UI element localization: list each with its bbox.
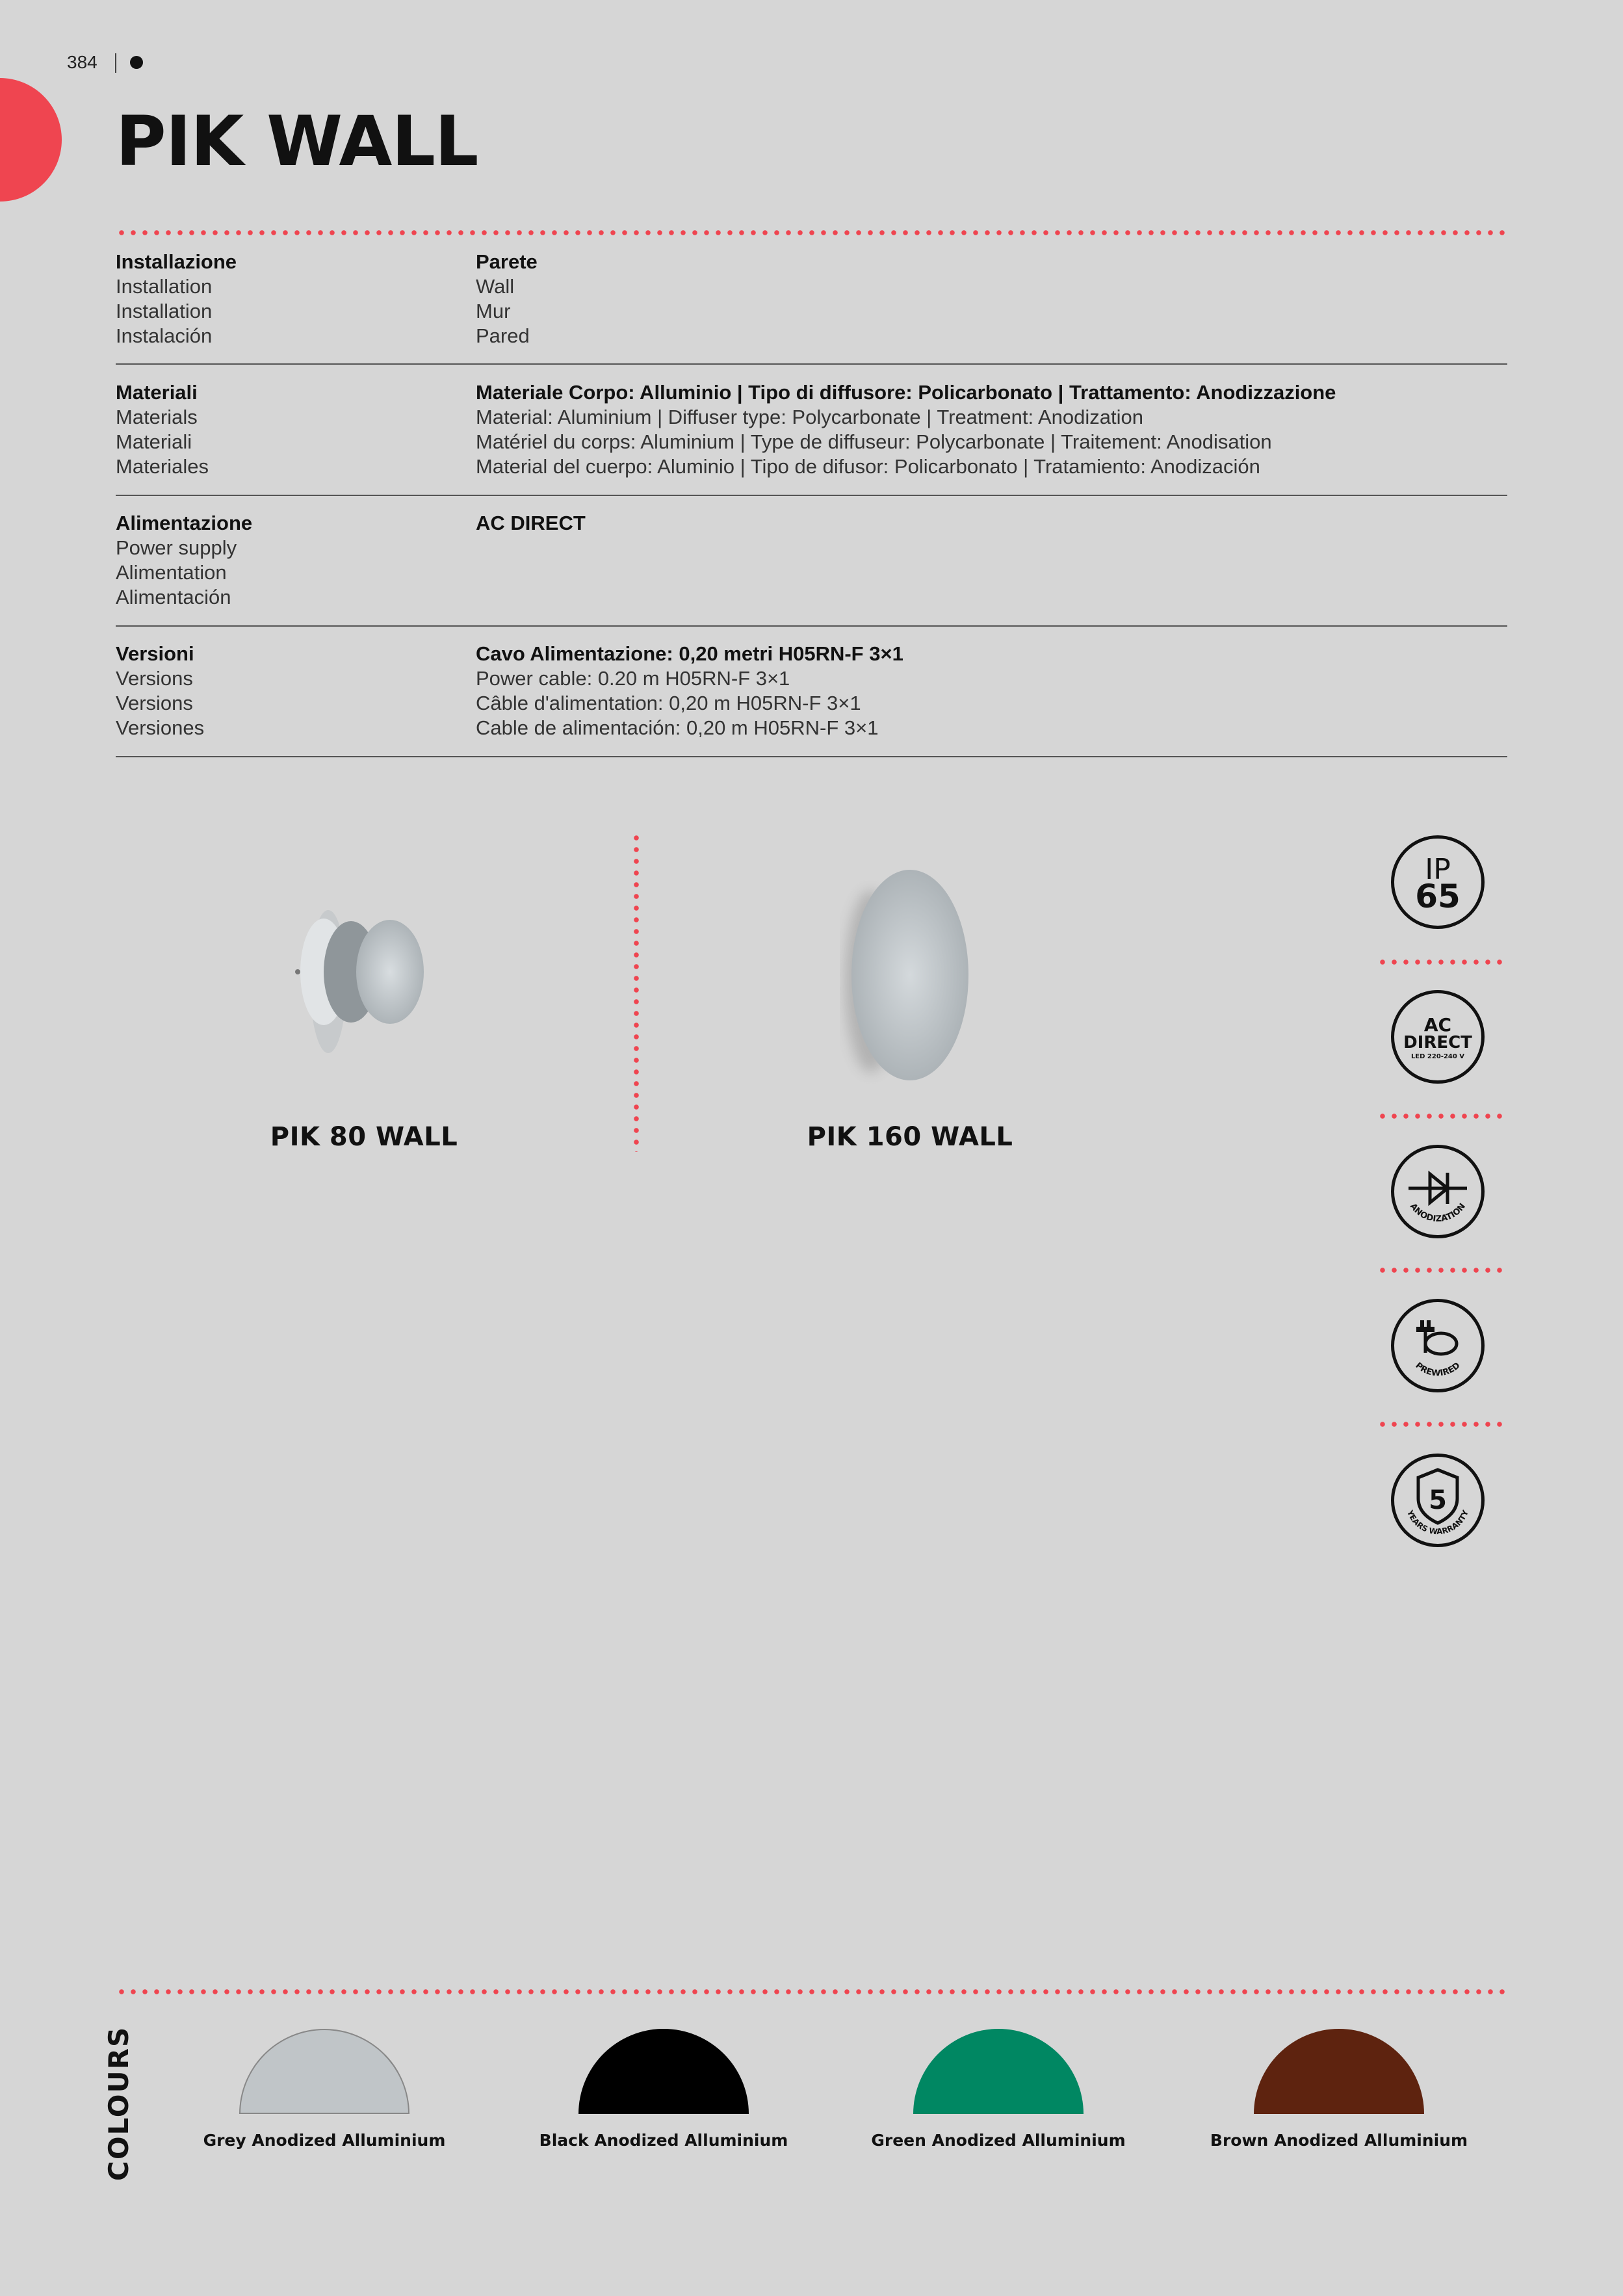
spec-value bbox=[476, 380, 1509, 479]
spec-value bbox=[476, 642, 1509, 740]
spec-value-fr: Câble d'alimentation: 0,20 m H05RN-F 3×1 bbox=[476, 692, 861, 714]
spec-label-fr: Versions bbox=[116, 692, 193, 714]
spec-label-it: Alimentazione bbox=[116, 512, 253, 534]
badge-prewired-text: PREWIRED bbox=[1413, 1361, 1462, 1379]
spec-value-en: Material: Aluminium | Diffuser type: Polycarbonate | Treatment: Anodization bbox=[476, 406, 1143, 428]
spec-label-fr: Installation bbox=[116, 300, 213, 322]
dotted-divider bbox=[1377, 1268, 1508, 1273]
divider bbox=[116, 495, 1507, 496]
badge-warranty-text: YEARS WARRANTY bbox=[1405, 1509, 1470, 1537]
spec-value-it: Materiale Corpo: Alluminio | Tipo di diffusore: Policarbonato | Trattamento: Anodizzazione bbox=[476, 381, 1336, 404]
spec-label bbox=[116, 380, 467, 479]
page-number: 384 bbox=[67, 52, 97, 72]
swatch-green bbox=[913, 2029, 1084, 2114]
spec-label-es: Versiones bbox=[116, 716, 205, 739]
product-name-pik-80: PIK 80 WALL bbox=[270, 1122, 458, 1152]
divider bbox=[116, 625, 1507, 627]
spec-label-it: Versioni bbox=[116, 642, 194, 665]
spec-label-es: Instalación bbox=[116, 324, 213, 347]
bullet-icon bbox=[130, 56, 143, 69]
spec-value-en: Wall bbox=[476, 275, 515, 298]
warranty-icon bbox=[1391, 1454, 1485, 1547]
swatch-label-black: Black Anodized Alluminium bbox=[539, 2131, 788, 2150]
dotted-vertical-divider bbox=[634, 832, 639, 1152]
spec-value bbox=[476, 511, 1509, 536]
page-title: PIK WALL bbox=[116, 101, 478, 181]
spec-label-fr: Alimentation bbox=[116, 561, 227, 584]
spec-label-it: Materiali bbox=[116, 381, 198, 404]
dotted-divider bbox=[1377, 1422, 1508, 1427]
spec-label-en: Power supply bbox=[116, 536, 237, 559]
spec-value-fr: Mur bbox=[476, 300, 511, 322]
spec-value-it: Cavo Alimentazione: 0,20 metri H05RN-F 3×1 bbox=[476, 642, 903, 665]
spec-label-es: Alimentación bbox=[116, 586, 231, 608]
colours-title: COLOURS bbox=[103, 2026, 135, 2181]
badge-ac-text: AC bbox=[1423, 1014, 1452, 1036]
pik-160-wall-image bbox=[780, 858, 1001, 1092]
pik-80-wall-image bbox=[266, 884, 461, 1060]
spec-label-en: Materials bbox=[116, 406, 198, 428]
spec-value bbox=[476, 250, 1509, 348]
svg-text:ANODIZATION bbox=[1408, 1202, 1468, 1225]
divider bbox=[116, 363, 1507, 365]
divider bbox=[116, 756, 1507, 757]
page-number-divider bbox=[115, 53, 116, 73]
spec-label-it: Installazione bbox=[116, 250, 237, 273]
spec-label bbox=[116, 250, 467, 348]
spec-label bbox=[116, 511, 467, 610]
swatch-black bbox=[578, 2029, 749, 2114]
spec-label bbox=[116, 642, 467, 740]
dotted-divider bbox=[1377, 959, 1508, 965]
badge-65-text: 65 bbox=[1415, 878, 1461, 915]
swatch-label-brown: Brown Anodized Alluminium bbox=[1210, 2131, 1468, 2150]
swatch-label-green: Green Anodized Alluminium bbox=[871, 2131, 1126, 2150]
spec-label-es: Materiales bbox=[116, 455, 209, 478]
spec-value-es: Material del cuerpo: Aluminio | Tipo de difusor: Policarbonato | Tratamiento: Anodización bbox=[476, 455, 1260, 478]
svg-text:PREWIRED bbox=[1414, 1361, 1462, 1379]
spec-value-en: Power cable: 0.20 m H05RN-F 3×1 bbox=[476, 667, 790, 690]
spec-value-fr: Matériel du corps: Aluminium | Type de diffuseur: Polycarbonate | Traitement: Anodisation bbox=[476, 430, 1272, 453]
dotted-divider-top bbox=[116, 230, 1511, 235]
spec-value-it: Parete bbox=[476, 250, 538, 273]
decorative-red-circle bbox=[0, 78, 62, 202]
swatch-label-grey: Grey Anodized Alluminium bbox=[203, 2131, 446, 2150]
ac-direct-icon bbox=[1391, 990, 1485, 1084]
spec-value-es: Pared bbox=[476, 324, 530, 347]
badge-led-text: LED 220-240 V bbox=[1410, 1053, 1465, 1060]
swatch-grey bbox=[239, 2029, 409, 2114]
product-name-pik-160: PIK 160 WALL bbox=[807, 1122, 1013, 1152]
spec-value-it: AC DIRECT bbox=[476, 512, 586, 534]
dotted-divider bbox=[1377, 1114, 1508, 1119]
prewired-icon bbox=[1391, 1299, 1485, 1392]
spec-label-fr: Materiali bbox=[116, 430, 192, 453]
spec-value-es: Cable de alimentación: 0,20 m H05RN-F 3×1 bbox=[476, 716, 879, 739]
dotted-divider-bottom bbox=[116, 1989, 1511, 1994]
badge-anodization-text: ANODIZATION bbox=[1408, 1201, 1468, 1225]
spec-label-en: Installation bbox=[116, 275, 213, 298]
spec-label-en: Versions bbox=[116, 667, 193, 690]
swatch-brown bbox=[1254, 2029, 1424, 2114]
badge-direct-text: DIRECT bbox=[1403, 1033, 1472, 1052]
ip65-icon bbox=[1391, 835, 1485, 929]
anodization-icon bbox=[1391, 1145, 1485, 1238]
badge-warranty-number: 5 bbox=[1429, 1485, 1447, 1515]
badge-ip-text: IP bbox=[1425, 853, 1451, 886]
